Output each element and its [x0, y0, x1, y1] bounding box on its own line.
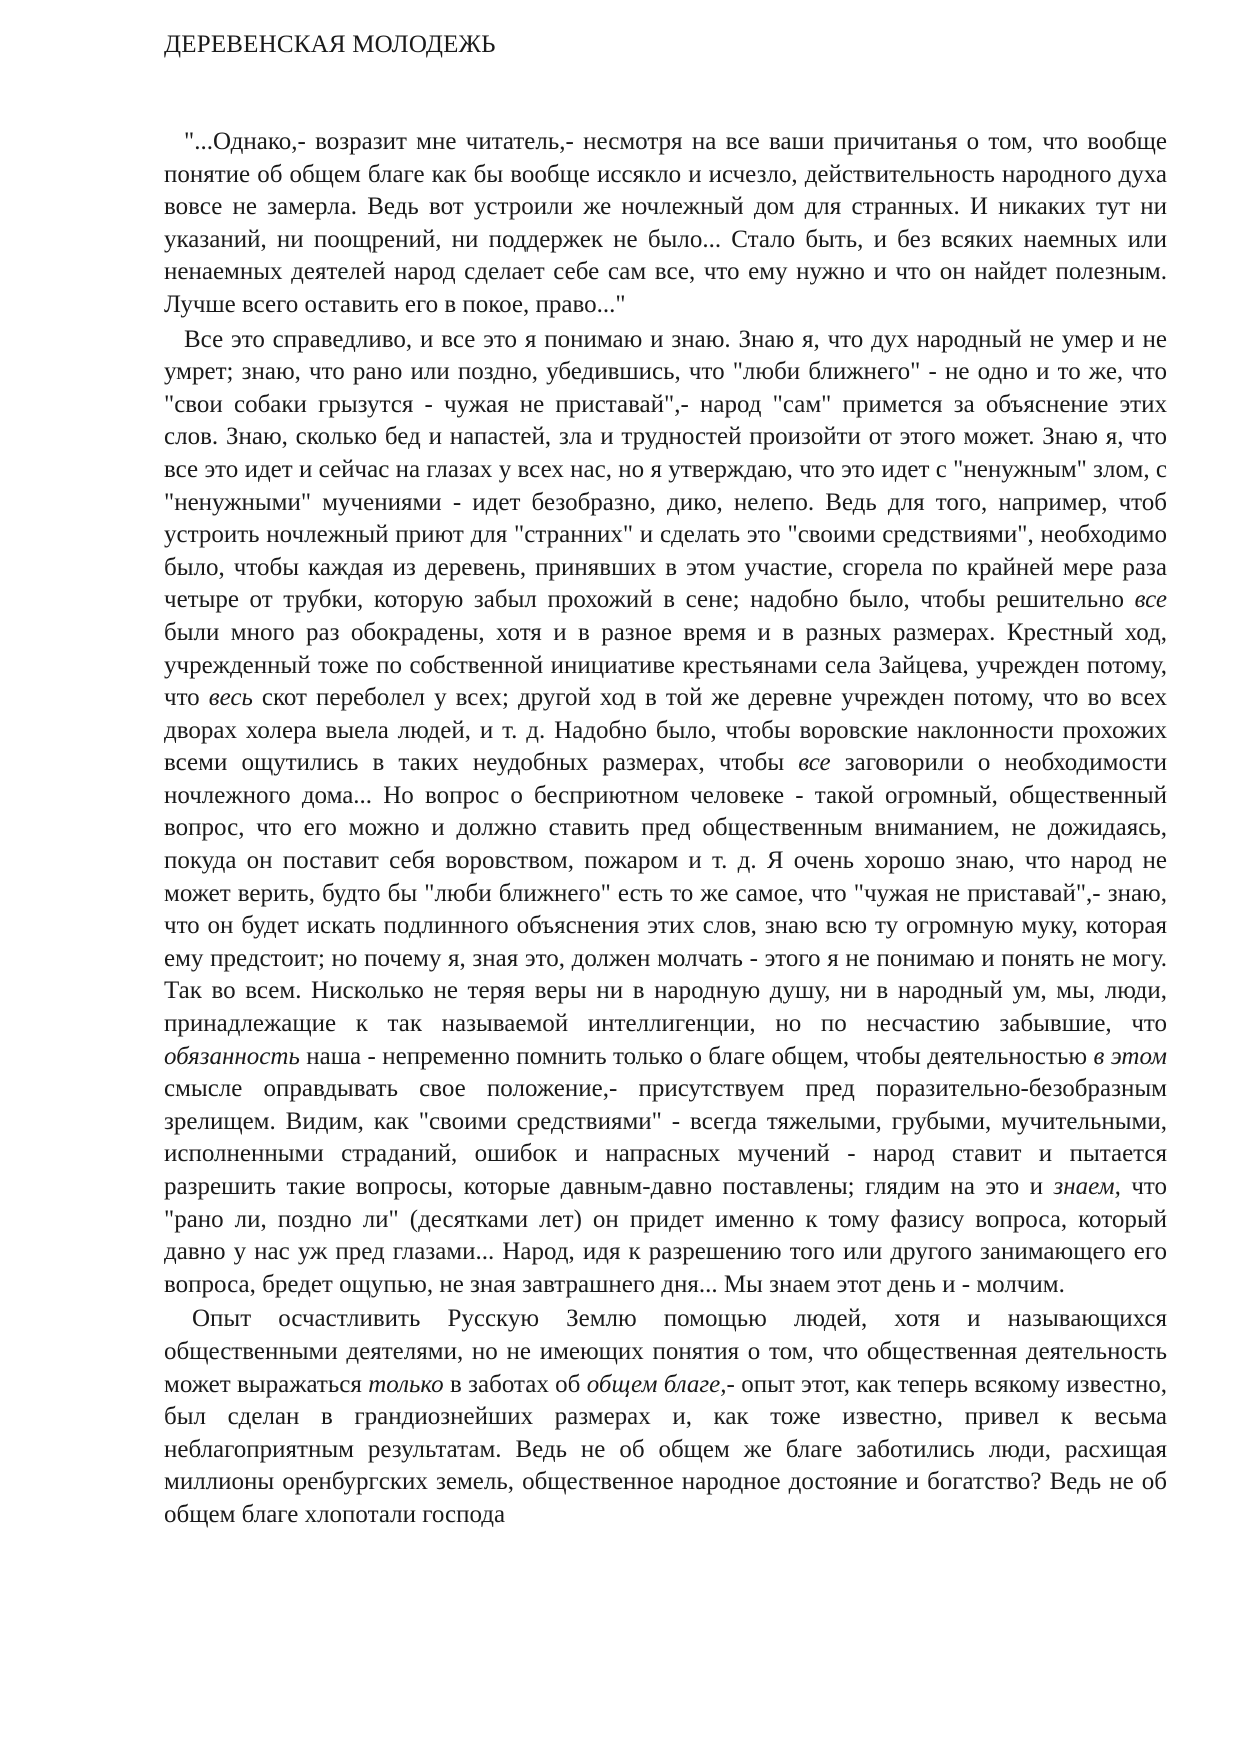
- emphasis-text: общем благе,: [586, 1370, 727, 1398]
- text-run: были много раз обокрадены, хотя и в разное время и в разных размерах. Крестный ход, учрежденный тоже по собственной инициативе крестьянами села Зайцева, учрежден потому, что: [164, 618, 1167, 712]
- page-header-title: ДЕРЕВЕНСКАЯ МОЛОДЕЖЬ: [164, 31, 496, 58]
- emphasis-text: в этом: [1093, 1042, 1167, 1070]
- emphasis-text: весь: [208, 684, 253, 712]
- text-run: наша - непременно помнить только о благе общем, чтобы деятельностью: [299, 1042, 1094, 1070]
- text-run: "...Однако,- возразит мне читатель,- несмотря на все ваши причитанья о том, что вообще понятие об общем благе как бы вообще иссякло и исчезло, действительность народного духа вовсе не замерла. Ведь вот устроили же ночлежный дом для странных. И никаких тут ни указаний, ни поощрений, ни поддержек не было... Стало быть, и без всяких наемных или ненаемных деятелей народ сделает себе сам все, что ему нужно и что он найдет полезным. Лучше всего оставить его в покое, право...": [164, 128, 1167, 318]
- emphasis-text: знаем,: [1053, 1173, 1121, 1200]
- text-run: в заботах об: [443, 1370, 587, 1398]
- text-run: смысле оправдывать свое положение,- присутствуем пред поразительно-безобразным зрелищем. Видим, как "своими средствиями" - всегда тяжелыми, грубыми, мучительными, исполненными страданий, ошибок и напрасных мучений - народ ставит и пытается разрешить такие вопросы, которые давным-давно поставлены; глядим на это и: [164, 1075, 1167, 1200]
- text-run: Опыт осчастливить Русскую Землю помощью людей, хотя и называющихся общественными деятелями, но не имеющих понятия о том, что общественная деятельность может выражаться: [164, 1305, 1167, 1398]
- paragraph: [164, 324, 1167, 1302]
- text-run: - опыт этот, как теперь всякому известно, был сделан в грандиознейших размерах и, как тоже известно, привел к весьма неблагоприятным результатам. Ведь не об общем же благе заботились люди, расхищая миллионы оренбургских земель, общественное народное достояние и богатство? Ведь не об общем благе хлопотали господа: [164, 1370, 1167, 1528]
- text-run: заговорили о необходимости ночлежного дома... Но вопрос о бесприютном человеке - такой огромный, общественный вопрос, что его можно и должно ставить пред общественным вниманием, не дожидаясь, покуда он поставит себя воровством, пожаром и т. д. Я очень хорошо знаю, что народ не может верить, будто бы "люби ближнего" есть то же самое, что "чужая не приставай",- знаю, что он будет искать подлинного объяснения этих слов, знаю всю ту огромную муку, которая ему предстоит; но почему я, зная это, должен молчать - этого я не понимаю и понять не могу. Так во всем. Нисколько не теряя веры ни в народную душу, ни в народный ум, мы, люди, принадлежащие к так называемой интеллигенции, но по несчастию забывшие, что: [164, 749, 1167, 1038]
- emphasis-text: все: [1134, 586, 1167, 614]
- text-run: Все это справедливо, и все это я понимаю и знаю. Знаю я, что дух народный не умер и не умрет; знаю, что рано или поздно, убедившись, что "люби ближнего" - не одно и то же, что "свои собаки грызутся - чужая не приставай",- народ "сам" примется за объяснение этих слов. Знаю, сколько бед и напастей, зла и трудностей произойти от этого может. Знаю я, что все это идет и сейчас на глазах у всех нас, но я утверждаю, что это идет с "ненужным" злом, с "ненужными" мучениями - идет безобразно, дико, нелепо. Ведь для того, например, чтоб устроить ночлежный приют для "странних" и сделать это "своими средствиями", необходимо было, чтобы каждая из деревень, принявших в этом участие, сгорела по крайней мере раза четыре от трубки, которую забыл прохожий в сене; надобно было, чтобы решительно: [164, 325, 1167, 614]
- text-run: скот переболел у всех; другой ход в той же деревне учрежден потому, что во всех дворах холера выела людей, и т. д. Надобно было, чтобы воровские наклонности прохожих всеми ощутились в таких неудобных размерах, чтобы: [164, 684, 1168, 777]
- emphasis-text: все: [798, 749, 831, 777]
- emphasis-text: обязанность: [164, 1042, 300, 1070]
- paragraph: [164, 1303, 1167, 1531]
- text-run: что "рано ли, поздно ли" (десятками лет) он придет именно к тому фазису вопроса, который давно у нас уж пред глазами... Народ, идя к разрешению того или другого занимающего его вопроса, бредет ощупью, не зная завтрашнего дня... Мы знаем этот день и - молчим.: [164, 1173, 1167, 1298]
- paragraph: [164, 126, 1167, 322]
- emphasis-text: только: [368, 1370, 444, 1398]
- article-body: [164, 126, 1167, 1534]
